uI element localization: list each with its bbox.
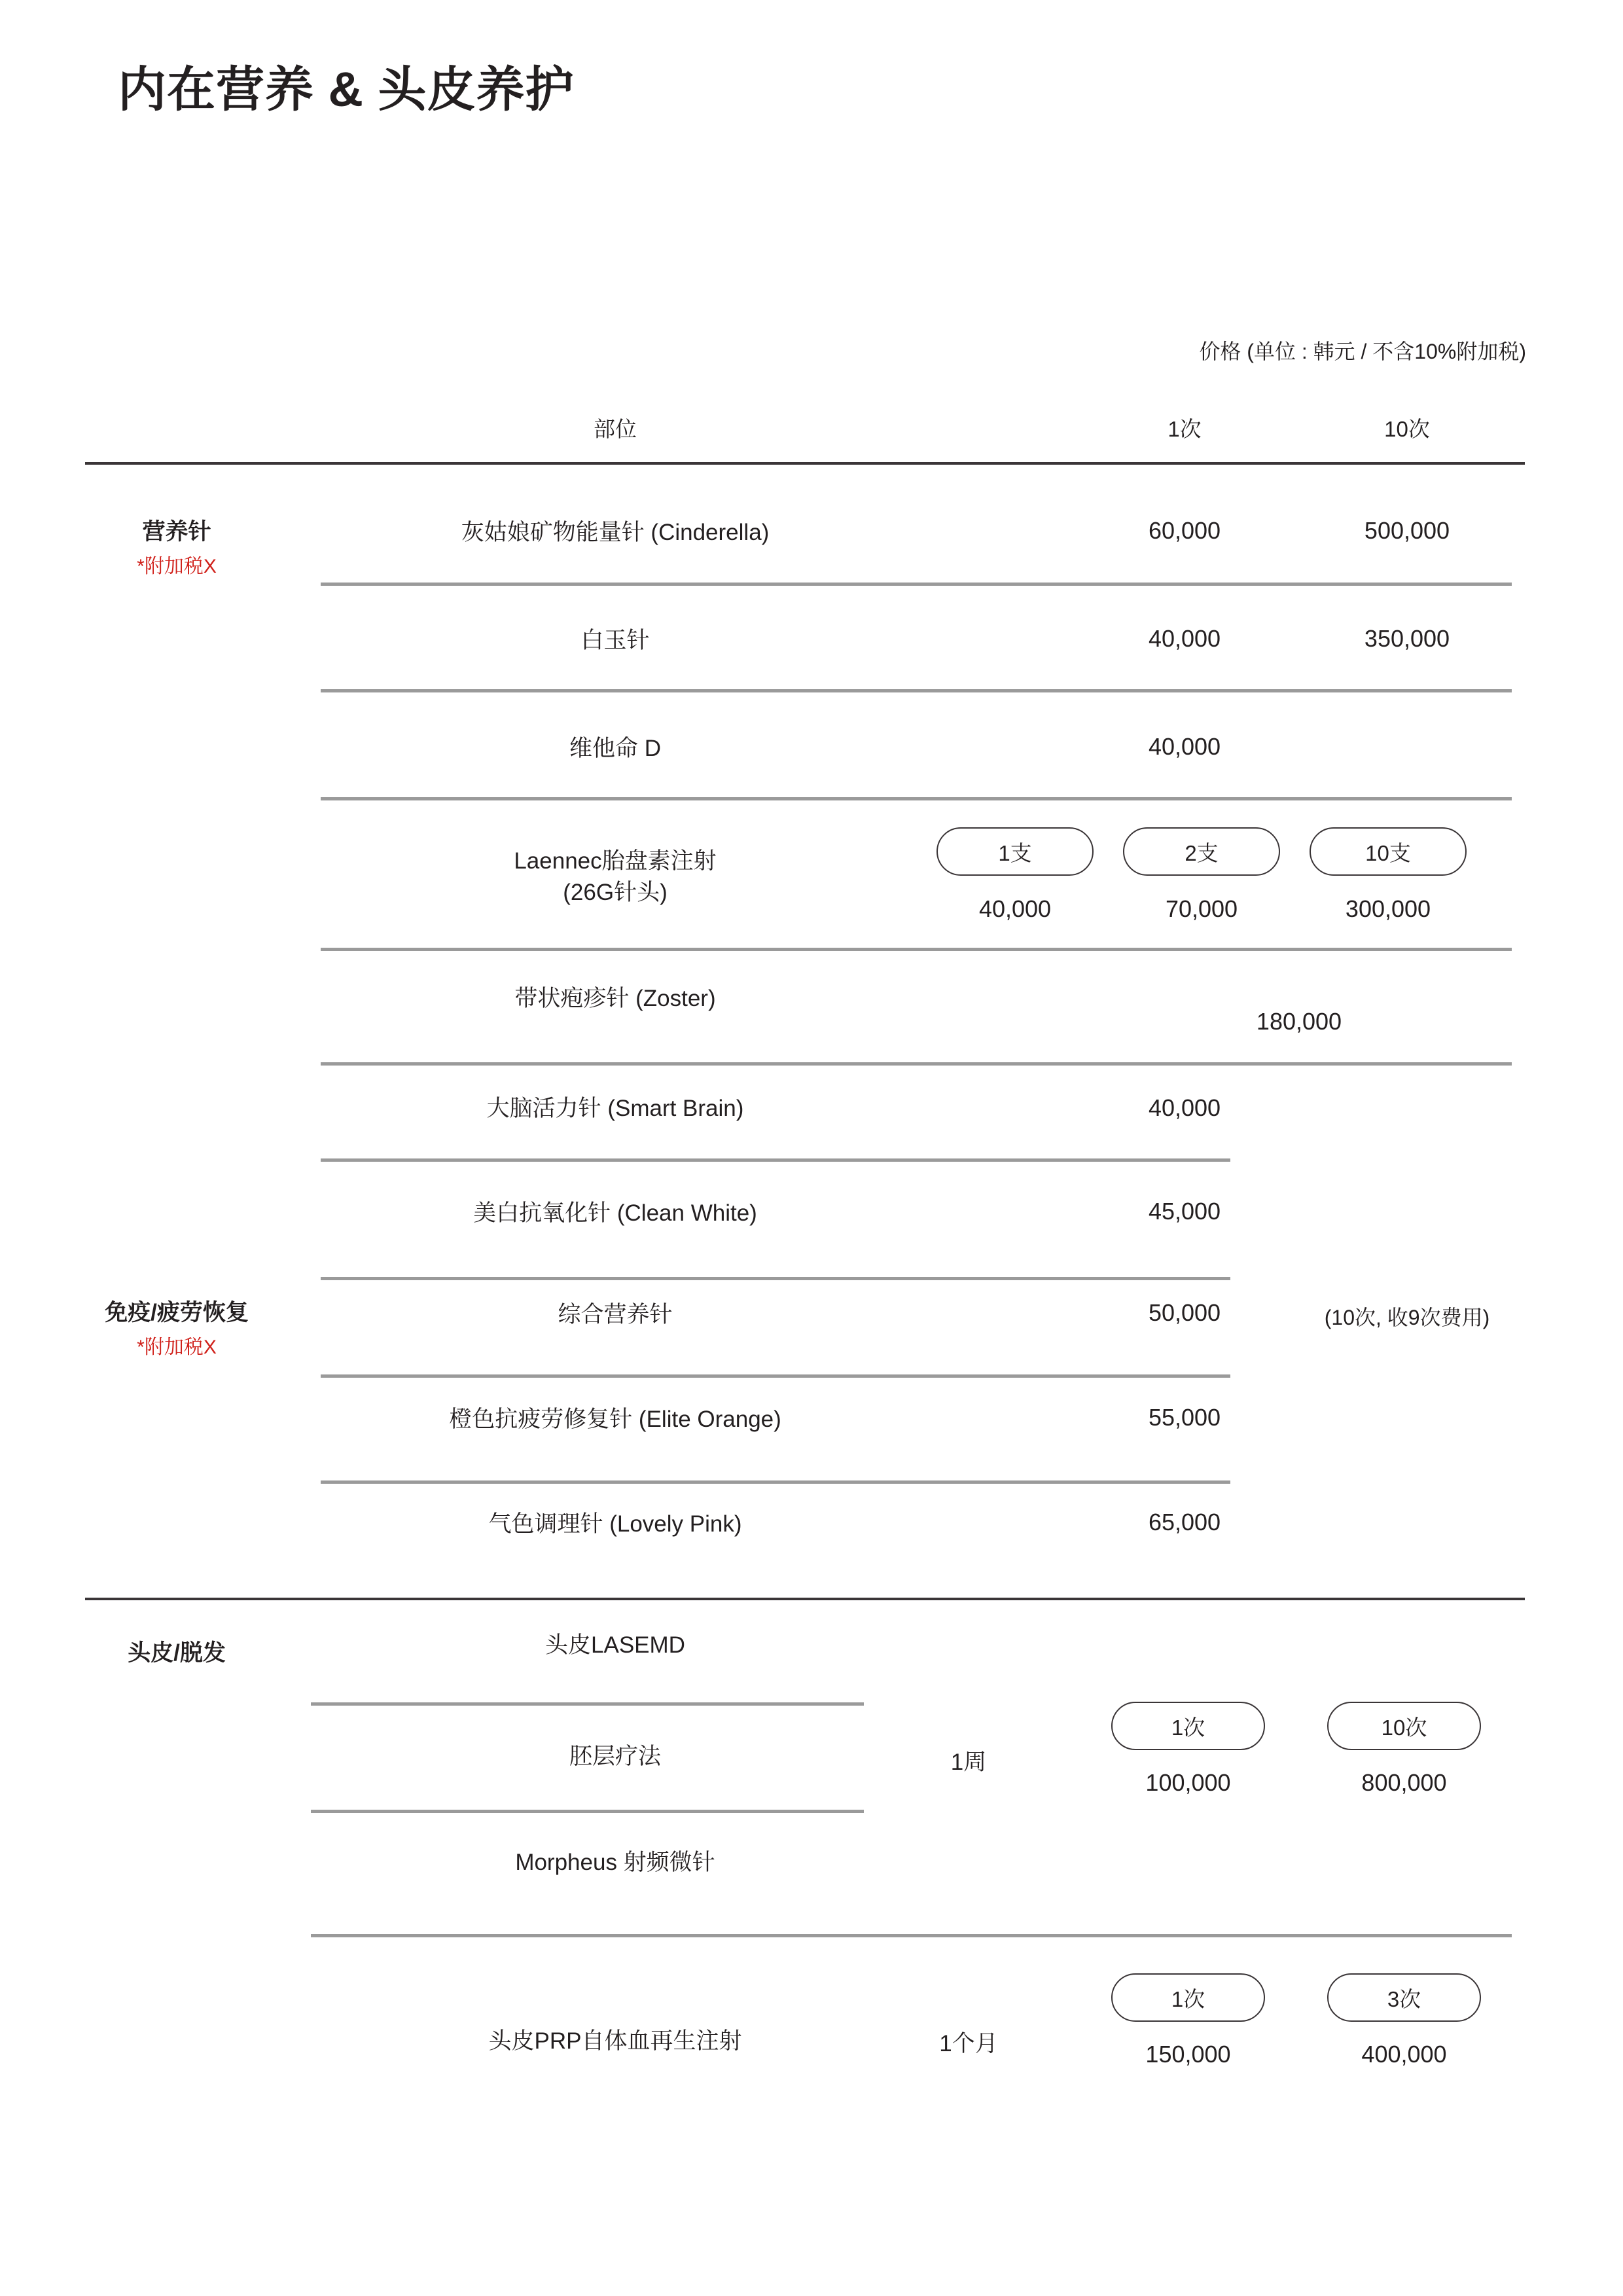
price-badge-2: 400,000 — [1361, 2041, 1447, 2068]
price-badge-1: 150,000 — [1145, 2041, 1231, 2068]
row-divider — [321, 689, 1512, 692]
session-badge-1[interactable]: 1次 — [1111, 1973, 1265, 2022]
row-divider — [321, 1158, 1230, 1162]
treatment-name: 美白抗氧化针 (Clean White) — [473, 1200, 757, 1226]
treatment-name: 橙色抗疲劳修复针 (Elite Orange) — [449, 1407, 781, 1432]
price-once: 40,000 — [1148, 1094, 1221, 1121]
column-header-treatment: 部位 — [594, 417, 637, 441]
price-badge-1: 40,000 — [978, 895, 1052, 922]
row-divider — [321, 948, 1512, 951]
price-ten: 350,000 — [1364, 625, 1450, 652]
group-name: 营养针 — [142, 519, 211, 545]
treatment-name: 综合营养针 — [558, 1302, 673, 1327]
price-once: 60,000 — [1148, 517, 1221, 544]
group-tax-note: *附加税X — [137, 556, 217, 577]
interval-value: 1周 — [950, 1749, 987, 1775]
group-name: 头皮/脱发 — [128, 1640, 226, 1666]
row-divider — [321, 583, 1512, 586]
treatment-name: 大脑活力针 (Smart Brain) — [486, 1096, 744, 1121]
bundle-note: (10次, 收9次费用) — [1324, 1306, 1490, 1329]
row-divider — [321, 1374, 1230, 1378]
treatment-name-line1: Laennec胎盘素注射 — [514, 848, 717, 874]
quantity-badge-2[interactable]: 2支 — [1123, 827, 1280, 876]
row-divider — [311, 1702, 864, 1706]
price-once: 40,000 — [1148, 625, 1221, 652]
treatment-name: 气色调理针 (Lovely Pink) — [488, 1511, 742, 1537]
column-header-ten: 10次 — [1384, 417, 1430, 441]
treatment-name: Morpheus 射频微针 — [515, 1850, 715, 1875]
treatment-name: 头皮LASEMD — [545, 1632, 685, 1658]
treatment-name: 胚层疗法 — [569, 1744, 661, 1769]
row-divider — [311, 1934, 1512, 1937]
session-badge-2[interactable]: 10次 — [1327, 1702, 1481, 1750]
price-badge-3: 300,000 — [1345, 895, 1431, 922]
session-badge-1[interactable]: 1次 — [1111, 1702, 1265, 1750]
price-badge-1: 100,000 — [1145, 1769, 1231, 1796]
group-tax-note: *附加税X — [137, 1336, 217, 1358]
row-divider — [311, 1810, 864, 1813]
treatment-name: 带状疱疹针 (Zoster) — [514, 986, 716, 1011]
group-name: 免疫/疲劳恢复 — [105, 1300, 249, 1325]
session-badge-2[interactable]: 3次 — [1327, 1973, 1481, 2022]
group-label-nutrition-injection — [65, 518, 288, 579]
treatment-name-line2: (26G针头) — [563, 879, 668, 905]
treatment-name: 头皮PRP自体血再生注射 — [488, 2028, 742, 2054]
group-label-scalp-hairloss — [65, 1640, 288, 1667]
row-divider — [321, 1480, 1230, 1484]
price-ten: 500,000 — [1364, 517, 1450, 544]
price-once: 55,000 — [1148, 1404, 1221, 1431]
price-once: 40,000 — [1148, 733, 1221, 760]
treatment-name: 白玉针 — [580, 628, 650, 653]
page-title: 内在营养 & 头皮养护 — [118, 62, 575, 117]
price-once: 50,000 — [1148, 1299, 1221, 1326]
group-label-immunity-fatigue — [52, 1299, 301, 1359]
treatment-name: 灰姑娘矿物能量针 (Cinderella) — [461, 520, 770, 545]
price-badge-2: 70,000 — [1165, 895, 1238, 922]
treatment-name — [366, 846, 864, 908]
price-badge-2: 800,000 — [1361, 1769, 1447, 1796]
quantity-badge-1[interactable]: 1支 — [936, 827, 1094, 876]
price-once: 45,000 — [1148, 1198, 1221, 1225]
row-divider — [321, 797, 1512, 800]
row-divider — [321, 1062, 1512, 1066]
interval-value: 1个月 — [939, 2031, 998, 2056]
price-once: 65,000 — [1148, 1509, 1221, 1535]
row-divider — [321, 1277, 1230, 1280]
price-span: 180,000 — [1256, 1008, 1342, 1035]
column-header-once: 1次 — [1168, 417, 1202, 441]
section-separator — [85, 1598, 1525, 1600]
price-unit-note: 价格 (单位 : 韩元 / 不含10%附加税) — [1199, 340, 1526, 363]
header-rule — [85, 462, 1525, 465]
treatment-name: 维他命 D — [569, 736, 661, 761]
quantity-badge-3[interactable]: 10支 — [1310, 827, 1467, 876]
